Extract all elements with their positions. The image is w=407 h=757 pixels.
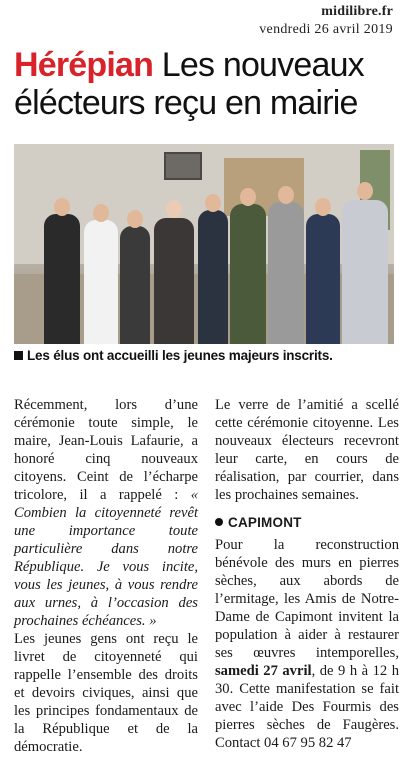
caption-text: Les élus ont accueilli les jeunes majeurs inscrits. [27,348,333,363]
photo-person [268,202,304,344]
photo-person [44,214,80,344]
publication-date: vendredi 26 avril 2019 [259,22,393,37]
article-paragraph [14,396,198,630]
brief-paragraph [215,536,399,752]
masthead [143,4,393,38]
bullet-icon [215,518,223,526]
photo-person-head [93,204,109,222]
photo-person [84,220,118,344]
photo-person-head [127,210,143,228]
photo-person-head [315,198,331,216]
paragraph-text: Récemment, lors d’une cérémonie toute simple, le maire, Jean-Louis Lafaurie, a honoré cinq nouveaux citoyens. Ceint de l’écharpe tricolore, il a rappelé : [14,397,198,503]
brief-date: samedi 27 avril [215,663,312,679]
photo-caption [14,348,397,363]
source-name: midilibre.fr [321,4,393,19]
article-column-right [215,396,399,752]
photo-person [230,204,266,344]
photo-person-head [54,198,70,216]
photo-person [342,200,388,344]
mayor-quote: « Combien la citoyenneté revêt une importance toute particulière dans notre République. Je vous incite, vous les jeunes, à vous rendre aux urnes, à l’occasion des prochaines échéances. » [14,487,198,629]
brief-heading-text: CAPIMONT [228,515,302,530]
photo-person-head [205,194,221,212]
photo-person [120,226,150,344]
photo-person [198,210,228,344]
headline-text: Les nouveaux élécteurs reçu en mairie [14,46,364,122]
photo-person-head [240,188,256,206]
photo-person-head [357,182,373,200]
brief-text-after: , de 9 h à 12 h 30. Cette manifestation se fait avec l’aide Des Fourmis des pierres sèches de Faugères. Contact 04 67 95 82 47 [215,663,399,751]
headline-place: Hérépian [14,46,154,84]
article-paragraph: Le verre de l’amitié a scellé cette cérémonie citoyenne. Les nouveaux électeurs recevront leur carte, en cours de réalisation, par courrier, dans les prochaines semaines. [215,397,399,503]
photo-wall-portrait [164,152,202,180]
brief-text-before: Pour la reconstruction bénévole des murs en pierres sèches, aux abords de l’ermitage, les Amis de Notre-Dame de Capimont invitent la population à aider à restaurer ses œuvres intemporelles, [215,537,399,661]
photo-person-head [166,200,182,218]
article-headline [14,46,397,122]
article-column-left [14,396,198,756]
brief-heading [215,514,399,532]
photo-person [306,214,340,344]
caption-square-icon [14,351,23,360]
photo-person-mayor [154,218,194,344]
article-photo [14,144,394,344]
photo-person-head [278,186,294,204]
article-paragraph: Les jeunes gens ont reçu le livret de citoyenneté qui rappelle l’ensemble des droits et devoirs civiques, ainsi que les principes fondamentaux de la République et de la démocratie. [14,631,198,755]
